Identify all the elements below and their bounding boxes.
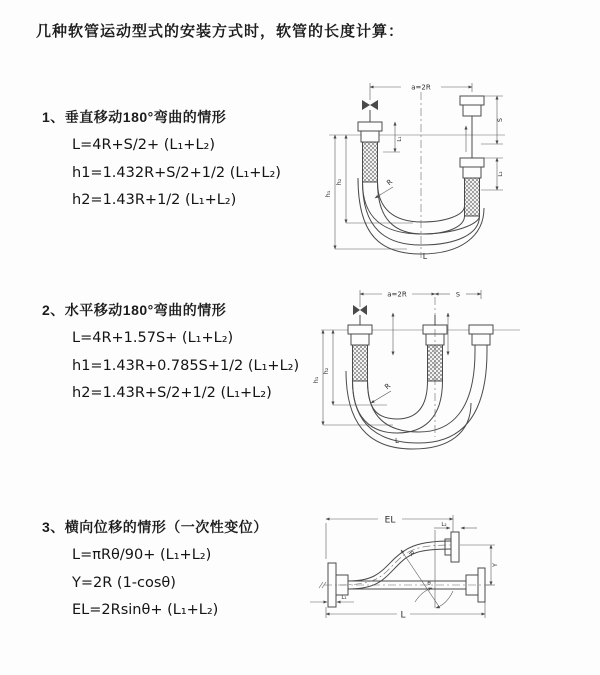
dim-label-h2: h₂ [322,367,330,375]
diagram-lateral-displacement [298,495,588,645]
dim-el [326,515,453,559]
dim-label-l: L [395,437,399,445]
diagram-vertical-bend [315,78,585,263]
valve-icon [362,100,378,122]
dim-label-l2: L₂ [441,522,447,528]
right-fitting-upper [460,96,484,158]
formula-s2-h2: h2=1.43R+S/2+1/2 (L₁+L₂) [72,385,272,401]
dim-label-s: S [455,290,461,299]
dim-l2 [434,522,477,528]
formula-s2-h1: h1=1.43R+0.785S+1/2 (L₁+L₂) [72,357,300,374]
dim-label-h2: h₂ [335,178,343,186]
radius-callout [371,382,392,403]
left-fitting [348,325,372,381]
dim-label-h1: h₁ [312,376,320,384]
formula-s3-Y: Y=2R (1-cosθ) [72,574,176,591]
dim-l [326,602,485,621]
dim-label-l1: L₁ [397,136,403,142]
valve-icon [353,305,367,325]
section-3 [42,518,342,625]
right-fitting [469,325,493,351]
dim-label-a2r: a=2R [411,83,431,92]
section-2 [42,301,342,408]
dim-label-r: R [383,381,393,392]
formula-s1-h1: h1=1.432R+S/2+1/2 (L₁+L₂) [72,164,281,181]
formula-s2-L: L=4R+1.57S+ (L₁+L₂) [72,330,234,346]
left-fitting [358,122,382,182]
dim-label-a2r: a=2R [387,290,407,299]
dim-label-l1: L₁ [341,595,347,601]
dim-a2r-s [360,290,481,307]
hose-curved [338,541,451,589]
formula-s3-EL: EL=2Rsinθ+ (L₁+L₂) [72,602,219,618]
right-fitting-lower [460,158,484,216]
dim-label-el: EL [384,515,396,526]
dim-label-h1: h₁ [324,190,332,198]
dim-label-s: S [496,117,504,123]
section-3-heading: 3、横向位移的情形（一次性变位） [42,519,268,535]
section-1 [42,108,342,215]
page-title: 几种软管运动型式的安装方式时，软管的长度计算： [36,23,405,40]
displaced-flange [445,532,459,562]
section-2-heading: 2、水平移动180°弯曲的情形 [42,302,227,318]
formula-s1-L: L=4R+S/2+ (L₁+L₂) [72,137,215,153]
section-1-heading: 1、垂直移动180°弯曲的情形 [42,109,227,125]
dim-label-theta: θ [427,581,431,587]
dim-label-l2: L₂ [498,171,504,177]
formula-s3-L: L=πRθ/90+ (L₁+L₂) [72,547,212,563]
dim-label-l: L [400,610,406,621]
formula-s1-h2: h2=1.43R+1/2 (L₁+L₂) [72,192,237,208]
dim-label-l: L [422,252,428,261]
dim-label-r: R [406,549,416,559]
dim-label-r: R [385,177,395,188]
dim-label-y: Y [491,563,499,567]
dim-l1 [383,122,403,152]
diagram-horizontal-bend [312,285,585,450]
